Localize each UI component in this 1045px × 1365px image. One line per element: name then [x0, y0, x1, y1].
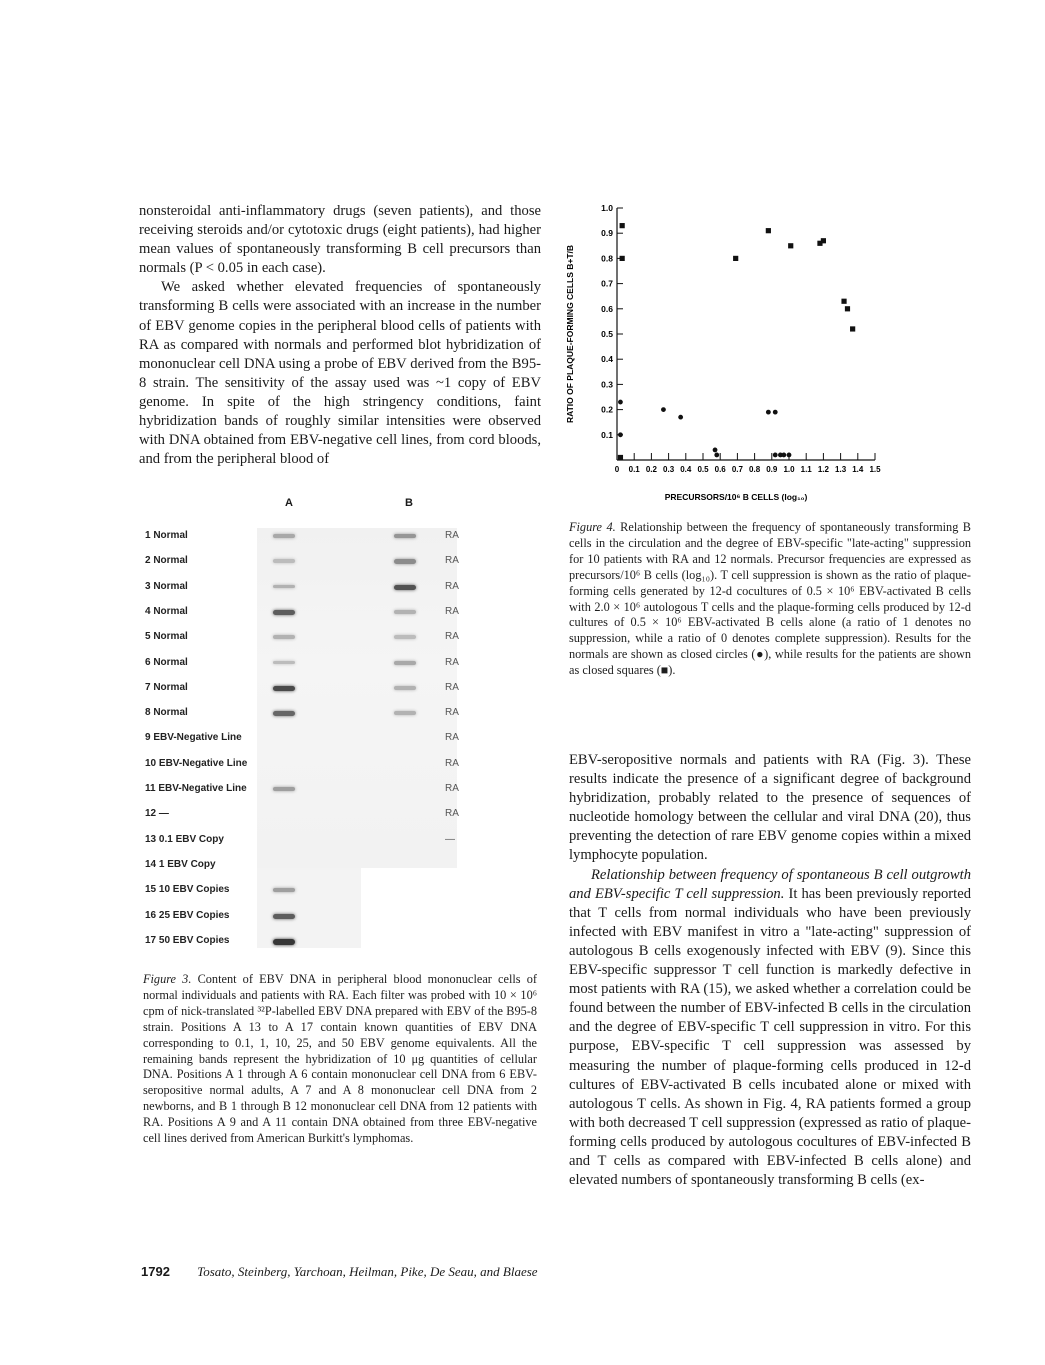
- blot-band-lane-b: [394, 534, 416, 538]
- blot-row-group-label: RA: [445, 757, 459, 769]
- blot-row-group-label: RA: [445, 530, 459, 541]
- section-heading: Relationship between frequency of spontaneous B cell outgrowth and EBV-specific T cell suppression.: [569, 866, 971, 902]
- blot-band-lane-b: [394, 686, 416, 690]
- blot-band-lane-a: [273, 661, 295, 665]
- blot-band-lane-b: [394, 661, 416, 665]
- blot-row-label: 1 Normal: [145, 530, 188, 541]
- blot-row-label: 13 0.1 EBV Copy: [145, 833, 224, 845]
- left-column-text: [139, 202, 541, 469]
- blot-row: [139, 752, 479, 777]
- blot-row-label: 2 Normal: [145, 555, 188, 567]
- blot-row-label: 5 Normal: [145, 631, 188, 643]
- x-tick-label: 1.0: [783, 465, 795, 474]
- x-tick-label: 1.4: [852, 465, 864, 474]
- normal-data-point: [661, 407, 666, 412]
- blot-row-group-label: RA: [445, 783, 459, 794]
- patient-data-point: [618, 455, 623, 460]
- y-tick-label: 0.7: [601, 278, 613, 289]
- blot-row-group-label: RA: [445, 681, 459, 693]
- lane-a-heading: A: [285, 497, 293, 509]
- x-tick-label: 0.8: [749, 465, 761, 474]
- blot-row-label: 8 Normal: [145, 707, 188, 719]
- x-tick-label: 0.4: [680, 465, 692, 474]
- blot-row-label: 9 EBV-Negative Line: [145, 732, 242, 744]
- blot-band-lane-b: [394, 635, 416, 639]
- blot-band-lane-a: [273, 585, 295, 589]
- blot-band-lane-a: [273, 711, 295, 716]
- y-tick-label: 0.4: [601, 354, 613, 365]
- blot-row: [139, 853, 479, 878]
- blot-band-lane-b: [394, 610, 416, 614]
- blot-row: [139, 878, 479, 903]
- patient-data-point: [821, 238, 826, 243]
- x-tick-label: 0.2: [645, 465, 657, 474]
- left-paragraph-2: We asked whether elevated frequencies of spontaneously transforming B cells were associated with an increase in the number of EBV genome copies in the peripheral blood cells of patients with RA as compared with normals and performed blot hybridization of mononuclear cell DNA using a probe of EBV derived from the B95-8 strain. The sensitivity of the assay used was ~1 copy of EBV genome. In spite of the high stringency conditions, faint hybridization bands of roughly similar intensities were observed with DNA obtained from EBV-negative cell lines, from cord bloods, and from the peripheral blood of: [139, 279, 541, 468]
- blot-band-lane-a: [273, 610, 295, 615]
- patient-data-point: [620, 256, 625, 261]
- blot-band-lane-a: [273, 939, 295, 945]
- y-tick-label: 0.9: [601, 228, 613, 239]
- y-axis-label: RATIO OF PLAQUE-FORMING CELLS B+T/B: [565, 244, 575, 424]
- figure3-caption-label: Figure 3.: [143, 972, 192, 986]
- right-column-text: [569, 751, 971, 1190]
- figure4-caption-label: Figure 4.: [569, 520, 616, 534]
- blot-row-label: 16 25 EBV Copies: [145, 909, 230, 921]
- x-tick-label: 0.6: [714, 465, 726, 474]
- blot-row-label: 4 Normal: [145, 605, 188, 617]
- x-tick-label: 0.7: [731, 465, 743, 474]
- blot-row-label: 11 EBV-Negative Line: [145, 783, 247, 794]
- y-tick-label: 0.8: [601, 253, 613, 264]
- figure3-blot: [139, 494, 479, 964]
- x-tick-label: 1.5: [869, 465, 881, 474]
- blot-row: [139, 625, 479, 650]
- blot-row: [139, 549, 479, 574]
- blot-row-label: 15 10 EBV Copies: [145, 884, 230, 896]
- blot-row: [139, 575, 479, 600]
- left-paragraph-1: nonsteroidal anti-inflammatory drugs (seven patients), and those receiving steroids and/or cytotoxic drugs (eight patients), had higher mean values of spontaneously transforming B cell precursors than normals (P < 0.05 in each case).: [139, 203, 541, 277]
- page-footer: [141, 1264, 538, 1280]
- blot-row-group-label: RA: [445, 555, 459, 567]
- blot-row-label: 6 Normal: [145, 656, 188, 668]
- blot-band-lane-b: [394, 585, 416, 590]
- normal-data-point: [781, 453, 786, 458]
- right-paragraph-2-body: It has been previously reported that T cells from normal individuals who have been previously infected with EBV manifest in vitro a "late-acting" suppression of autologous B cells exogenously infected with EBV (9). Since this EBV-specific suppressor T cell function is markedly defective in most patients with RA (15), we asked whether a correlation could be found between the number of EBV-infected B cells in the circulation and the degree of EBV-specific T cell suppression in vitro. For this purpose, EBV-specific T cell suppression was assessed by measuring the number of plaque-forming cells produced in 12-d cultures of EBV-activated B cells incubated alone or mixed with autologous T cells. As shown in Fig. 4, RA patients formed a group with both decreased T cell suppression (expressed as ratio of plaque-forming cells produced by autologous cocultures of EBV-infected B and T cells as compared with EBV-infected B cells alone) and elevated numbers of spontaneously transforming B cells (ex-: [569, 885, 971, 1189]
- patient-data-point: [841, 299, 846, 304]
- figure4-caption: [569, 520, 971, 679]
- blot-row: [139, 600, 479, 625]
- x-tick-label: 1.3: [835, 465, 847, 474]
- figure4-scatter-chart: [555, 198, 895, 508]
- patient-data-point: [788, 243, 793, 248]
- blot-band-lane-a: [273, 686, 295, 692]
- x-tick-label: 0.9: [766, 465, 778, 474]
- blot-row-group-label: RA: [445, 732, 459, 744]
- patient-data-point: [733, 256, 738, 261]
- right-paragraph-1: EBV-seropositive normals and patients with RA (Fig. 3). These results indicate the presence of a significant degree of background hybridization, probably related to the presence of sequences of nucleotide homology between the cellular and viral DNA (20), thus preventing the detection of rare EBV genome copies within a mixed lymphocyte population.: [569, 752, 971, 864]
- blot-row: [139, 676, 479, 701]
- patient-data-point: [850, 326, 855, 331]
- blot-row-group-label: RA: [445, 605, 459, 617]
- blot-row-label: 7 Normal: [145, 681, 188, 693]
- y-tick-label: 1.0: [601, 203, 613, 213]
- patient-data-point: [766, 228, 771, 233]
- blot-row-group-label: —: [445, 833, 455, 845]
- x-tick-label: 0.5: [697, 465, 709, 474]
- blot-row: [139, 777, 479, 802]
- blot-band-lane-a: [273, 888, 295, 892]
- blot-row-label: 10 EBV-Negative Line: [145, 757, 248, 769]
- x-tick-label: 0.3: [663, 465, 675, 474]
- blot-row: [139, 726, 479, 751]
- patient-data-point: [845, 306, 850, 311]
- normal-data-point: [618, 432, 623, 437]
- y-tick-label: 0.6: [601, 303, 613, 314]
- normal-data-point: [713, 448, 718, 453]
- blot-band-lane-b: [394, 559, 416, 564]
- blot-row-group-label: RA: [445, 808, 459, 820]
- y-tick-label: 0.5: [601, 329, 613, 339]
- y-tick-label: 0.2: [601, 404, 613, 415]
- blot-row: [139, 651, 479, 676]
- blot-row: [139, 701, 479, 726]
- blot-band-lane-a: [273, 534, 295, 538]
- right-paragraph-2: [569, 866, 971, 1191]
- blot-row-label: 14 1 EBV Copy: [145, 858, 216, 870]
- figure4-caption-text: Relationship between the frequency of spontaneously transforming B cells in the circulation and the degree of EBV-specific "late-acting" suppression for 10 patients with RA and 12 normals. Precursor frequencies are expressed as precursors/10⁶ B cells (log₁₀). T cell suppression is shown as the ratio of plaque-forming cells generated by 12-d cocultures of 0.5 × 10⁶ EBV-activated B cells with 2.0 × 10⁶ autologous T cells and the plaque-forming cells produced by 12-d cultures of 0.5 × 10⁶ EBV-activated B cells alone (a ratio of 1 denotes no suppression, while a ratio of 0 denotes complete suppression). Results for the normals are shown as closed circles (●), while results for the patients are shown as closed squares (■).: [569, 520, 972, 678]
- blot-row-label: 17 50 EBV Copies: [145, 934, 230, 946]
- lane-b-heading: B: [405, 497, 413, 509]
- blot-row-group-label: RA: [445, 580, 459, 592]
- figure3-caption: [143, 972, 537, 1147]
- footer-authors: Tosato, Steinberg, Yarchoan, Heilman, Pike, De Seau, and Blaese: [197, 1264, 538, 1279]
- normal-data-point: [787, 453, 792, 458]
- blot-band-lane-a: [273, 559, 295, 563]
- page-number: 1792: [141, 1264, 170, 1279]
- blot-row: [139, 904, 479, 929]
- blot-row-label: 3 Normal: [145, 580, 188, 592]
- patient-data-point: [620, 223, 625, 228]
- blot-row: [139, 828, 479, 853]
- x-tick-label: 0.1: [628, 465, 640, 474]
- blot-band-lane-b: [394, 711, 416, 715]
- blot-band-lane-a: [273, 787, 295, 791]
- blot-row: [139, 802, 479, 827]
- blot-band-lane-a: [273, 914, 295, 919]
- y-tick-label: 0.3: [601, 379, 613, 390]
- blot-row-label: 12 —: [145, 808, 169, 820]
- x-tick-label: 0: [614, 465, 620, 474]
- y-tick-label: 0.1: [601, 429, 613, 440]
- normal-data-point: [766, 410, 771, 415]
- blot-row-group-label: RA: [445, 707, 459, 719]
- blot-row-group-label: RA: [445, 656, 459, 668]
- x-tick-label: 1.1: [800, 465, 812, 474]
- x-axis-label: PRECURSORS/10⁶ B CELLS (log₁₀): [664, 492, 808, 502]
- blot-row: [139, 524, 479, 549]
- blot-row: [139, 929, 479, 954]
- normal-data-point: [714, 453, 719, 458]
- normal-data-point: [618, 400, 623, 405]
- figure3-caption-text: Content of EBV DNA in peripheral blood mononuclear cells of normal individuals and patients with RA. Each filter was probed with 10 × 10⁶ cpm of nick-translated ³²P-labelled EBV DNA prepared with EBV of the B95-8 strain. Positions A 13 to A 17 contain known quantities of EBV DNA corresponding to 0.1, 1, 10, 25, and 50 EBV genome equivalents. All the remaining bands represent the hybridization of 10 μg quantities of cellular DNA. Positions A 1 through A 6 contain mononuclear cell DNA from 6 EBV-seropositive normal adults, A 7 and A 8 mononuclear cell DNA from 2 newborns, and B 1 through B 12 mononuclear cell DNA from 12 patients with RA. Positions A 9 and A 11 contain DNA obtained from three EBV-negative cell lines derived from American Burkitt's lymphomas.: [143, 972, 537, 1146]
- normal-data-point: [773, 410, 778, 415]
- blot-row-group-label: RA: [445, 631, 459, 643]
- normal-data-point: [678, 415, 683, 420]
- x-tick-label: 1.2: [817, 465, 829, 474]
- normal-data-point: [773, 453, 778, 458]
- blot-band-lane-a: [273, 635, 295, 639]
